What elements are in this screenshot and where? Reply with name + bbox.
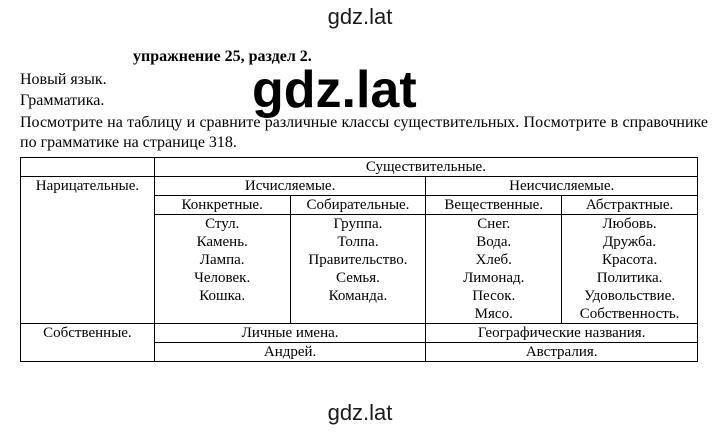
personal-names-header: Личные имена.: [154, 324, 426, 343]
subheader-concrete: Конкретные.: [154, 196, 290, 215]
table-cell: [290, 305, 426, 324]
geo-name-example: Австралия.: [426, 343, 698, 362]
table-corner: [21, 158, 155, 177]
table-cell: Лампа.: [154, 251, 290, 269]
table-cell: Толпа.: [290, 233, 426, 251]
nouns-table: [20, 157, 698, 362]
subheader-abstract: Абстрактные.: [562, 196, 698, 215]
table-cell: Семья.: [290, 269, 426, 287]
table-cell: Удовольствие.: [562, 287, 698, 305]
geo-names-header: Географические названия.: [426, 324, 698, 343]
table-cell: [154, 305, 290, 324]
table-cell: Снег.: [426, 215, 562, 234]
table-cell: Правительство.: [290, 251, 426, 269]
table-cell: Собственность.: [562, 305, 698, 324]
table-cell: Любовь.: [562, 215, 698, 234]
proper-nouns-label: Собственные.: [21, 324, 155, 362]
table-cell: Песок.: [426, 287, 562, 305]
table-title: Существительные.: [154, 158, 697, 177]
personal-name-example: Андрей.: [154, 343, 426, 362]
countable-header: Исчисляемые.: [154, 177, 426, 196]
table-cell: Группа.: [290, 215, 426, 234]
watermark-center: gdz.lat: [252, 61, 417, 119]
subheader-collective: Собирательные.: [290, 196, 426, 215]
watermark-top: gdz.lat: [327, 4, 393, 29]
text-line-1: Новый язык.: [20, 71, 107, 88]
table-cell: Стул.: [154, 215, 290, 234]
table-cell: Камень.: [154, 233, 290, 251]
table-cell: Политика.: [562, 269, 698, 287]
table-cell: Лимонад.: [426, 269, 562, 287]
uncountable-header: Неисчисляемые.: [426, 177, 698, 196]
table-cell: Вода.: [426, 233, 562, 251]
table-cell: Кошка.: [154, 287, 290, 305]
subheader-material: Вещественные.: [426, 196, 562, 215]
table-cell: Дружба.: [562, 233, 698, 251]
table-cell: Человек.: [154, 269, 290, 287]
watermark-bottom: gdz.lat: [327, 400, 393, 425]
table-cell: Команда.: [290, 287, 426, 305]
instruction-paragraph: Посмотрите на таблицу и сравните различные классы существительных. Посмотрите в справочнике по грамматике на странице 318.: [20, 114, 708, 151]
table-cell: Хлеб.: [426, 251, 562, 269]
table-cell: Мясо.: [426, 305, 562, 324]
common-nouns-label: Нарицательные.: [21, 177, 155, 324]
exercise-heading: упражнение 25, раздел 2.: [133, 48, 312, 65]
table-cell: Красота.: [562, 251, 698, 269]
text-line-2: Грамматика.: [20, 92, 105, 109]
